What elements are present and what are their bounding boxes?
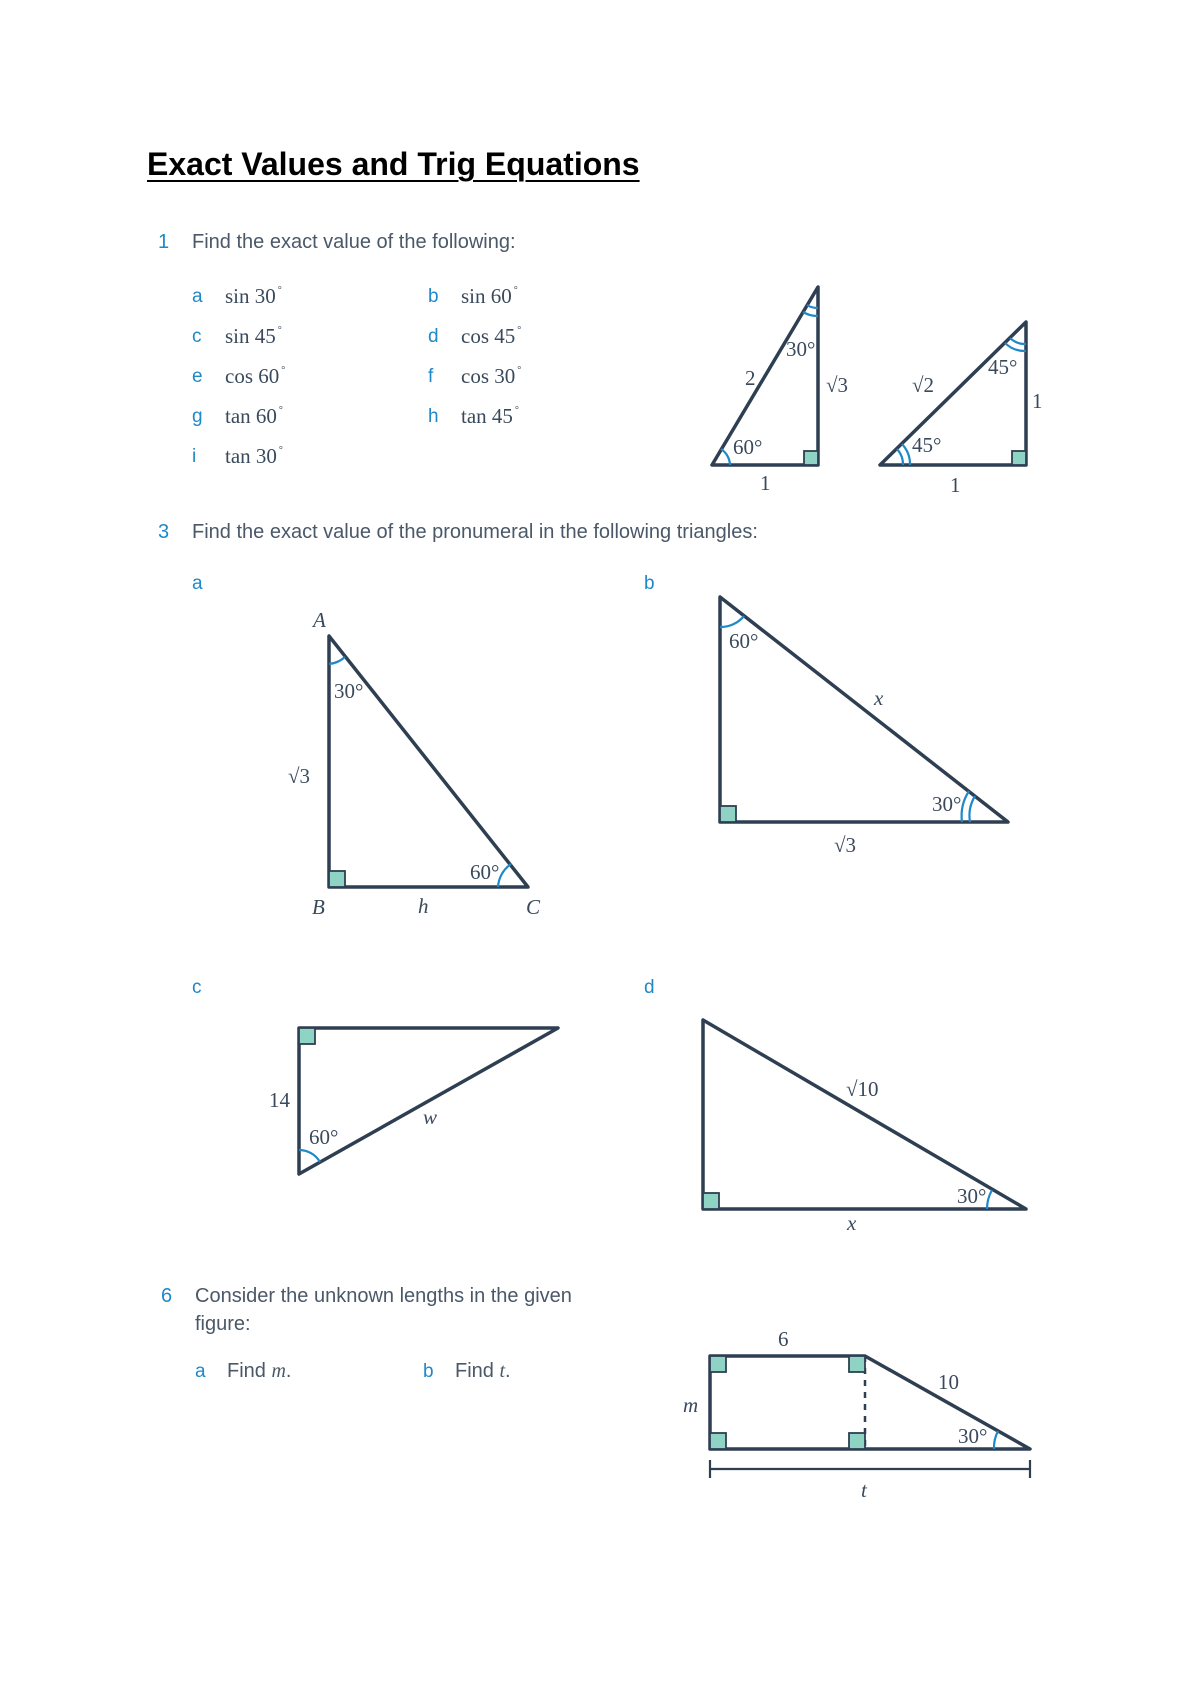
q1-t2-hyp-label: √2: [912, 373, 935, 397]
q6-angle-label: 30°: [958, 1424, 988, 1448]
q3a-side-ab: √3: [288, 764, 311, 788]
q3a-angle-c: 60°: [470, 860, 500, 884]
angle-arc: [962, 791, 969, 822]
angle-arc: [720, 616, 744, 627]
q6-left-label: m: [683, 1393, 699, 1417]
question-1-part-i-label: i: [192, 446, 197, 467]
q1-t2-top-angle: 45°: [988, 355, 1018, 379]
question-3-part-a-label: a: [192, 573, 203, 594]
trig-expression: sin 45: [225, 324, 276, 348]
angle-arc: [329, 657, 345, 664]
q1-triangle-45-45-90: [880, 322, 1043, 497]
right-angle-marker: [710, 1356, 726, 1372]
q3a-triangle: [288, 608, 541, 919]
question-3-part-d-label: d: [644, 977, 655, 998]
trig-expression: cos 60: [225, 364, 280, 388]
degree-symbol: °: [281, 365, 286, 376]
angle-arc: [969, 796, 975, 822]
q6-top-label: 6: [778, 1327, 789, 1351]
q3a-vertex-a: A: [313, 608, 326, 632]
right-angle-marker: [710, 1433, 726, 1449]
right-angle-marker: [1012, 451, 1026, 465]
trig-expression: sin 60: [461, 284, 512, 308]
angle-arc: [498, 864, 511, 887]
question-6-part-b-end: .: [505, 1360, 511, 1382]
q6-slant-label: 10: [938, 1370, 959, 1394]
q3b-hyp-label: x: [874, 686, 884, 710]
question-6-part-a-variable: m: [271, 1360, 286, 1382]
degree-symbol: °: [517, 325, 522, 336]
question-6-part-b-variable: t: [499, 1360, 506, 1382]
q1-t2-adj-label: 1: [950, 473, 961, 497]
q3c-side-label: 14: [269, 1088, 290, 1112]
q1-t2-opp-label: 1: [1032, 389, 1043, 413]
question-6-number: 6: [161, 1285, 173, 1307]
q1-triangle-30-60-90-shape: [712, 287, 818, 465]
q3a-triangle-shape: [329, 636, 528, 887]
question-1-number: 1: [158, 231, 170, 253]
q3a-vertex-c: C: [526, 895, 541, 919]
question-6-text-line-1: Consider the unknown lengths in the given: [195, 1285, 572, 1307]
question-1-part-c-label: c: [192, 326, 202, 347]
right-angle-marker: [329, 871, 345, 887]
degree-symbol: °: [513, 285, 518, 296]
angle-arc: [987, 1190, 992, 1209]
q3b-angle-right: 30°: [932, 792, 962, 816]
degree-symbol: °: [277, 285, 282, 296]
right-angle-marker: [720, 806, 736, 822]
q3a-side-bc: h: [418, 894, 429, 918]
trig-expression: tan 30: [225, 444, 277, 468]
q3b-angle-top: 60°: [729, 629, 759, 653]
q3c-hyp-label: w: [423, 1105, 438, 1129]
q1-t1-hyp-label: 2: [745, 366, 756, 390]
q3c-triangle: [269, 1028, 558, 1174]
q3d-hyp-label: √10: [846, 1077, 879, 1101]
question-3-part-b-label: b: [644, 573, 655, 594]
question-1-part-d-label: d: [428, 326, 439, 347]
angle-arc: [803, 312, 818, 316]
question-3-part-c-label: c: [192, 977, 202, 998]
question-6-part-a-end: .: [285, 1360, 292, 1382]
q1-t1-adj-label: 1: [760, 471, 771, 495]
right-angle-marker: [703, 1193, 719, 1209]
right-angle-marker: [849, 1356, 865, 1372]
q1-t2-bottom-angle: 45°: [912, 433, 942, 457]
right-angle-marker: [804, 451, 818, 465]
question-6-text-line-2: figure:: [195, 1313, 251, 1335]
q6-trapezium-figure: [683, 1327, 1030, 1502]
q1-t1-bottom-angle: 60°: [733, 435, 763, 459]
q3b-triangle-shape: [720, 597, 1008, 822]
q3d-triangle-shape: [703, 1020, 1026, 1209]
q1-triangle-30-60-90: [712, 287, 848, 495]
q3d-base-label: x: [847, 1211, 857, 1235]
question-1-part-e-label: e: [192, 366, 203, 387]
q3b-base-label: √3: [834, 833, 857, 857]
page-title: Exact Values and Trig Equations: [147, 146, 640, 182]
angle-arc: [994, 1431, 998, 1449]
right-angle-marker: [849, 1433, 865, 1449]
question-1-part-h-label: h: [428, 406, 439, 427]
q3c-triangle-shape: [299, 1028, 558, 1174]
degree-symbol: °: [277, 325, 282, 336]
angle-arc: [721, 449, 730, 465]
question-3-text: Find the exact value of the pronumeral in the following triangles:: [192, 521, 758, 543]
trig-expression: tan 60: [225, 404, 277, 428]
right-angle-marker: [299, 1028, 315, 1044]
trig-expression: cos 30: [461, 364, 516, 388]
question-1-part-f-label: f: [428, 366, 434, 387]
q3d-angle: 30°: [957, 1184, 987, 1208]
q1-t1-opp-label: √3: [826, 373, 849, 397]
trig-expression: cos 45: [461, 324, 516, 348]
angle-arc: [897, 449, 903, 465]
q6-bottom-label: t: [861, 1478, 867, 1502]
question-1-text: Find the exact value of the following:: [192, 231, 516, 253]
q3b-triangle: [720, 597, 1008, 857]
question-6-part-a-text: Find: [227, 1360, 272, 1382]
question-6-part-a-label: a: [195, 1361, 206, 1382]
degree-symbol: °: [278, 445, 283, 456]
question-1-part-b-label: b: [428, 286, 439, 307]
degree-symbol: °: [514, 405, 519, 416]
angle-arc: [299, 1150, 320, 1162]
question-6-part-b-text: Find: [455, 1360, 500, 1382]
q3d-triangle: [703, 1020, 1026, 1235]
degree-symbol: °: [278, 405, 283, 416]
question-6-part-b-label: b: [423, 1361, 434, 1382]
question-1-part-g-label: g: [192, 406, 203, 427]
question-1-part-a-label: a: [192, 286, 203, 307]
q3a-vertex-b: B: [312, 895, 325, 919]
q3c-angle: 60°: [309, 1125, 339, 1149]
angle-arc: [1010, 338, 1026, 344]
trig-expression: tan 45: [461, 404, 513, 428]
question-3-number: 3: [158, 521, 170, 543]
q3a-angle-a: 30°: [334, 679, 364, 703]
q1-triangle-45-45-90-shape: [880, 322, 1026, 465]
degree-symbol: °: [517, 365, 522, 376]
trig-expression: sin 30: [225, 284, 276, 308]
q1-t1-top-angle: 30°: [786, 337, 816, 361]
